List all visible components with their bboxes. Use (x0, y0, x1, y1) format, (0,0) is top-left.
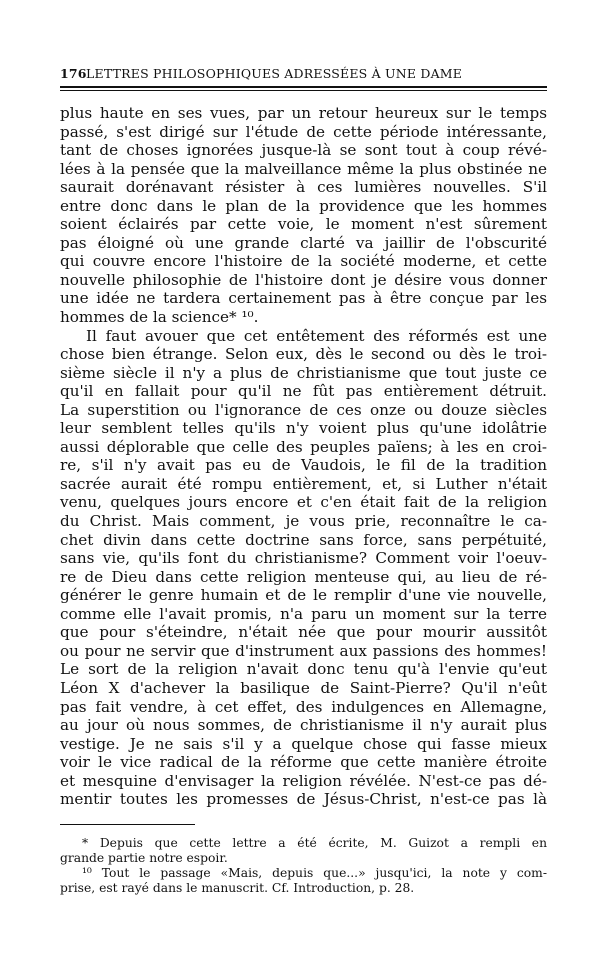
text-line: soient éclairés par cette voie, le moment n'est sûrement (60, 215, 547, 234)
header-rule-thin (60, 90, 547, 91)
text-line: du Christ. Mais comment, je vous prie, reconnaître le ca- (60, 512, 547, 531)
text-line: ou pour ne servir que d'instrument aux passions des hommes! (60, 641, 547, 660)
text-line: lées à la pensée que la malveillance même la plus obstinée ne (60, 159, 547, 178)
text-line: leur semblent telles qu'ils n'y voient plus qu'une idolâtrie (60, 419, 547, 438)
text-line: mentir toutes les promesses de Jésus-Christ, n'est-ce pas là (60, 790, 547, 809)
text-line: une idée ne tardera certainement pas à être conçue par les (60, 289, 547, 308)
text-line: sième siècle il n'y a plus de christianisme que tout juste ce (60, 363, 547, 382)
footnote-rule (60, 824, 195, 825)
page-number: 176 (60, 66, 87, 81)
running-title: LETTRES PHILOSOPHIQUES ADRESSÉES À UNE DAME (86, 66, 463, 81)
footnotes (60, 836, 547, 896)
text-line: saurait dorénavant résister à ces lumières nouvelles. S'il (60, 178, 547, 197)
text-line: que pour s'éteindre, n'était née que pour mourir aussitôt (60, 623, 547, 642)
text-line: au jour où nous sommes, de christianisme il n'y aurait plus (60, 716, 547, 735)
text-line: chose bien étrange. Selon eux, dès le second ou dès le troi- (60, 345, 547, 364)
paragraph-end-line: hommes de la science* ¹⁰. (60, 308, 259, 327)
running-header (60, 66, 547, 86)
text-line: comme elle l'avait promis, n'a paru un moment sur la terre (60, 604, 547, 623)
text-line: venu, quelques jours encore et c'en était fait de la religion (60, 493, 547, 512)
text-line: qu'il en fallait pour qu'il ne fût pas entièrement détruit. (60, 382, 547, 401)
text-line: générer le genre humain et de le remplir d'une vie nouvelle, (60, 586, 547, 605)
text-line: re de Dieu dans cette religion menteuse qui, au lieu de ré- (60, 567, 547, 586)
text-line: nouvelle philosophie de l'histoire dont je désire vous donner (60, 270, 547, 289)
text-line: passé, s'est dirigé sur l'étude de cette période intéressante, (60, 122, 547, 141)
footnote-line: * Depuis que cette lettre a été écrite, M. Guizot a rempli en (82, 836, 547, 850)
text-line: tant de choses ignorées jusque-là se sont tout à coup révé- (60, 141, 547, 160)
text-line: entre donc dans le plan de la providence que les hommes (60, 196, 547, 215)
text-line: voir le vice radical de la réforme que cette manière étroite (60, 753, 547, 772)
body-text (60, 104, 547, 809)
footnote-line: ¹⁰ Tout le passage «Mais, depuis que...» jusqu'ici, la note y com- (82, 866, 547, 880)
text-line: sacrée aurait été rompu entièrement, et, si Luther n'était (60, 474, 547, 493)
text-line: pas fait vendre, à cet effet, des indulgences en Allemagne, (60, 697, 547, 716)
text-line: Léon X d'achever la basilique de Saint-Pierre? Qu'il n'eût (60, 678, 547, 697)
text-line: plus haute en ses vues, par un retour heureux sur le temps (60, 104, 547, 122)
text-line: qui couvre encore l'histoire de la société moderne, et cette (60, 252, 547, 271)
header-rule-thick (60, 86, 547, 88)
text-line: pas éloigné où une grande clarté va jaillir de l'obscurité (60, 233, 547, 252)
text-line: re, s'il n'y avait pas eu de Vaudois, le fil de la tradition (60, 456, 547, 475)
text-line: et mesquine d'envisager la religion révélée. N'est-ce pas dé- (60, 771, 547, 790)
text-line: chet divin dans cette doctrine sans force, sans perpétuité, (60, 530, 547, 549)
text-line: aussi déplorable que celle des peuples païens; à les en croi- (60, 437, 547, 456)
footnote-line: grande partie notre espoir. (60, 851, 228, 865)
text-line: vestige. Je ne sais s'il y a quelque chose qui fasse mieux (60, 734, 547, 753)
footnote-line: prise, est rayé dans le manuscrit. Cf. Introduction, p. 28. (60, 881, 415, 895)
paragraph-first-line: Il faut avouer que cet entêtement des réformés est une (86, 326, 547, 345)
text-line: Le sort de la religion n'avait donc tenu qu'à l'envie qu'eut (60, 660, 547, 679)
text-line: La superstition ou l'ignorance de ces onze ou douze siècles (60, 400, 547, 419)
text-line: sans vie, qu'ils font du christianisme? Comment voir l'oeuv- (60, 549, 547, 568)
